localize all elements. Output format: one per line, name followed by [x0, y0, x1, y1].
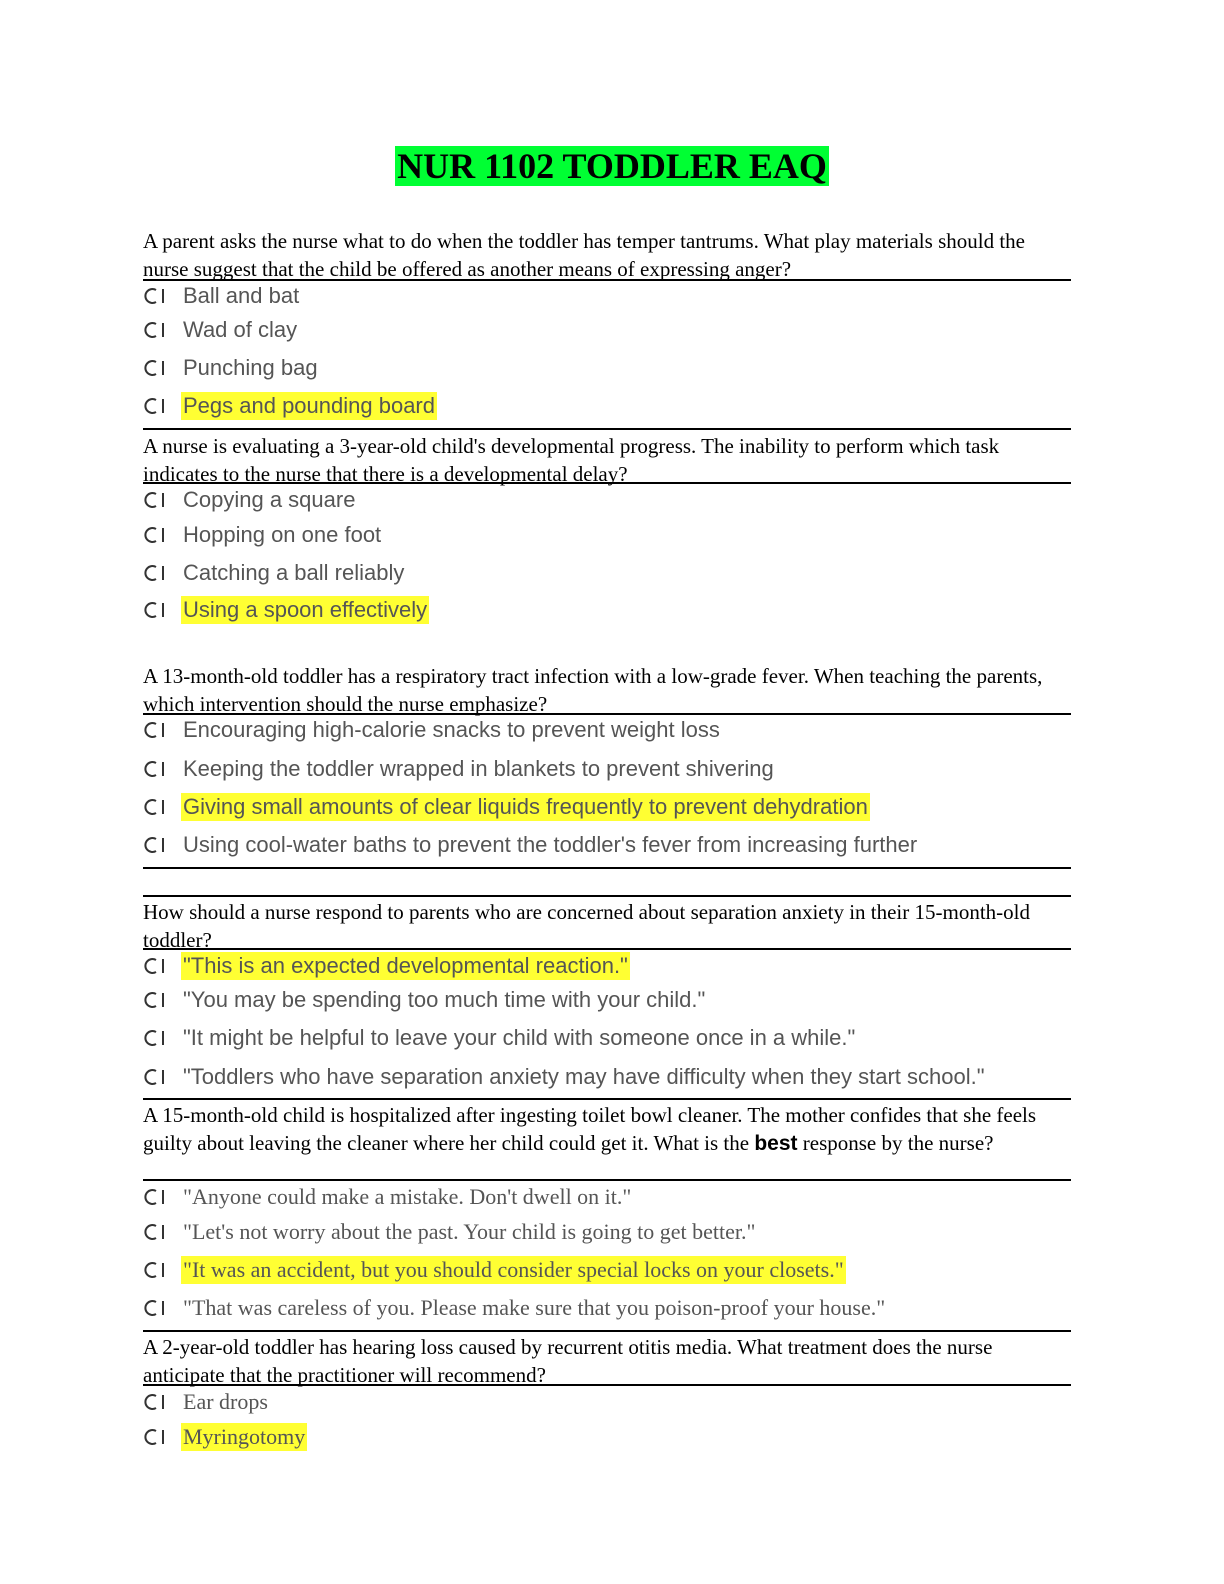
answer-highlight: "This is an expected developmental reaction." — [183, 953, 628, 978]
question-4-text: How should a nurse respond to parents who are concerned about separation anxiety in their 15-month-old toddler? — [143, 900, 1031, 952]
question-5-text-start: A 15-month-old child is hospitalized after ingesting toilet bowl cleaner. The mother confides that she feels guilty about leaving the cleaner where her child could get it. What is the — [143, 1103, 1037, 1155]
q5-option-4[interactable] — [143, 1293, 887, 1323]
q1-option-1[interactable] — [143, 281, 301, 311]
answer-highlight: Using a spoon effectively — [183, 597, 428, 622]
q2-option-3[interactable] — [143, 558, 406, 588]
radio-icon[interactable] — [143, 396, 167, 416]
radio-icon[interactable] — [143, 720, 167, 740]
radio-icon[interactable] — [143, 956, 167, 976]
q5-option-3-answer[interactable] — [143, 1255, 846, 1285]
question-5-emphasis: best — [754, 1132, 798, 1155]
radio-icon[interactable] — [143, 1187, 167, 1207]
question-5-text-end: response by the nurse? — [797, 1131, 994, 1155]
q4-option-2[interactable] — [143, 985, 707, 1015]
question-5-text — [143, 1101, 1071, 1158]
q2-option-4-answer[interactable] — [143, 595, 429, 625]
q3-option-4[interactable] — [143, 830, 919, 860]
answer-highlight: "It was an accident, but you should consider special locks on your closets." — [183, 1257, 844, 1282]
q6-option-2-answer[interactable] — [143, 1422, 307, 1452]
option-label: Hopping on one foot — [183, 522, 382, 547]
question-3-text: A 13-month-old toddler has a respiratory tract infection with a low-grade fever. When teaching the parents, which intervention should the nurse emphasize? — [143, 664, 1043, 716]
divider — [143, 948, 1071, 950]
option-label: Copying a square — [183, 487, 356, 512]
divider — [143, 895, 1071, 897]
radio-icon[interactable] — [143, 835, 167, 855]
radio-icon[interactable] — [143, 358, 167, 378]
q4-option-1-answer[interactable] — [143, 951, 630, 981]
option-label: Catching a ball reliably — [183, 560, 405, 585]
q2-option-2[interactable] — [143, 520, 383, 550]
radio-icon[interactable] — [143, 320, 167, 340]
radio-icon[interactable] — [143, 600, 167, 620]
radio-icon[interactable] — [143, 797, 167, 817]
divider — [143, 428, 1071, 430]
radio-icon[interactable] — [143, 525, 167, 545]
divider — [143, 482, 1071, 484]
option-label: Punching bag — [183, 355, 318, 380]
q3-option-1[interactable] — [143, 715, 722, 745]
radio-icon[interactable] — [143, 1028, 167, 1048]
question-2-text: A nurse is evaluating a 3-year-old child's developmental progress. The inability to perform which task indicates to the nurse that there is a developmental delay? — [143, 434, 1000, 486]
answer-highlight: Giving small amounts of clear liquids frequently to prevent dehydration — [183, 794, 868, 819]
option-label: Wad of clay — [183, 317, 298, 342]
question-1-text: A parent asks the nurse what to do when the toddler has temper tantrums. What play materials should the nurse suggest that the child be offered as another means of expressing anger? — [143, 229, 1025, 281]
q5-option-2[interactable] — [143, 1217, 757, 1247]
answer-highlight: Pegs and pounding board — [183, 393, 435, 418]
page-title: NUR 1102 TODDLER EAQ — [397, 146, 827, 186]
option-label: "You may be spending too much time with your child." — [183, 987, 706, 1012]
divider — [143, 867, 1071, 869]
option-label: Using cool-water baths to prevent the toddler's fever from increasing further — [183, 832, 918, 857]
q3-option-3-answer[interactable] — [143, 792, 870, 822]
q4-option-4[interactable] — [143, 1062, 987, 1092]
q1-option-3[interactable] — [143, 353, 320, 383]
option-label: Ear drops — [183, 1389, 268, 1414]
q4-option-3[interactable] — [143, 1023, 857, 1053]
divider — [143, 1179, 1071, 1181]
q1-option-4-answer[interactable] — [143, 391, 437, 421]
divider — [143, 1384, 1071, 1386]
divider — [143, 1098, 1071, 1100]
radio-icon[interactable] — [143, 1427, 167, 1447]
question-6-text: A 2-year-old toddler has hearing loss caused by recurrent otitis media. What treatment does the nurse anticipate that the practitioner will recommend? — [143, 1335, 993, 1387]
radio-icon[interactable] — [143, 1260, 167, 1280]
q2-option-1[interactable] — [143, 485, 357, 515]
radio-icon[interactable] — [143, 1298, 167, 1318]
radio-icon[interactable] — [143, 1392, 167, 1412]
answer-highlight: Myringotomy — [183, 1424, 306, 1449]
option-label: "It might be helpful to leave your child with someone once in a while." — [183, 1025, 856, 1050]
q5-option-1[interactable] — [143, 1182, 633, 1212]
option-label: Encouraging high-calorie snacks to prevent weight loss — [183, 717, 720, 742]
option-label: "That was careless of you. Please make sure that you poison-proof your house." — [183, 1295, 886, 1320]
radio-icon[interactable] — [143, 759, 167, 779]
radio-icon[interactable] — [143, 286, 167, 306]
radio-icon[interactable] — [143, 990, 167, 1010]
option-label: Keeping the toddler wrapped in blankets to prevent shivering — [183, 756, 774, 781]
option-label: "Let's not worry about the past. Your child is going to get better." — [183, 1219, 756, 1244]
option-label: "Toddlers who have separation anxiety may have difficulty when they start school." — [183, 1064, 985, 1089]
radio-icon[interactable] — [143, 1222, 167, 1242]
q3-option-2[interactable] — [143, 754, 776, 784]
q6-option-1[interactable] — [143, 1387, 270, 1417]
title-block — [0, 146, 1224, 186]
q1-option-2[interactable] — [143, 315, 299, 345]
radio-icon[interactable] — [143, 1067, 167, 1087]
radio-icon[interactable] — [143, 490, 167, 510]
radio-icon[interactable] — [143, 563, 167, 583]
divider — [143, 1330, 1071, 1332]
option-label: "Anyone could make a mistake. Don't dwell on it." — [183, 1184, 632, 1209]
option-label: Ball and bat — [183, 283, 300, 308]
